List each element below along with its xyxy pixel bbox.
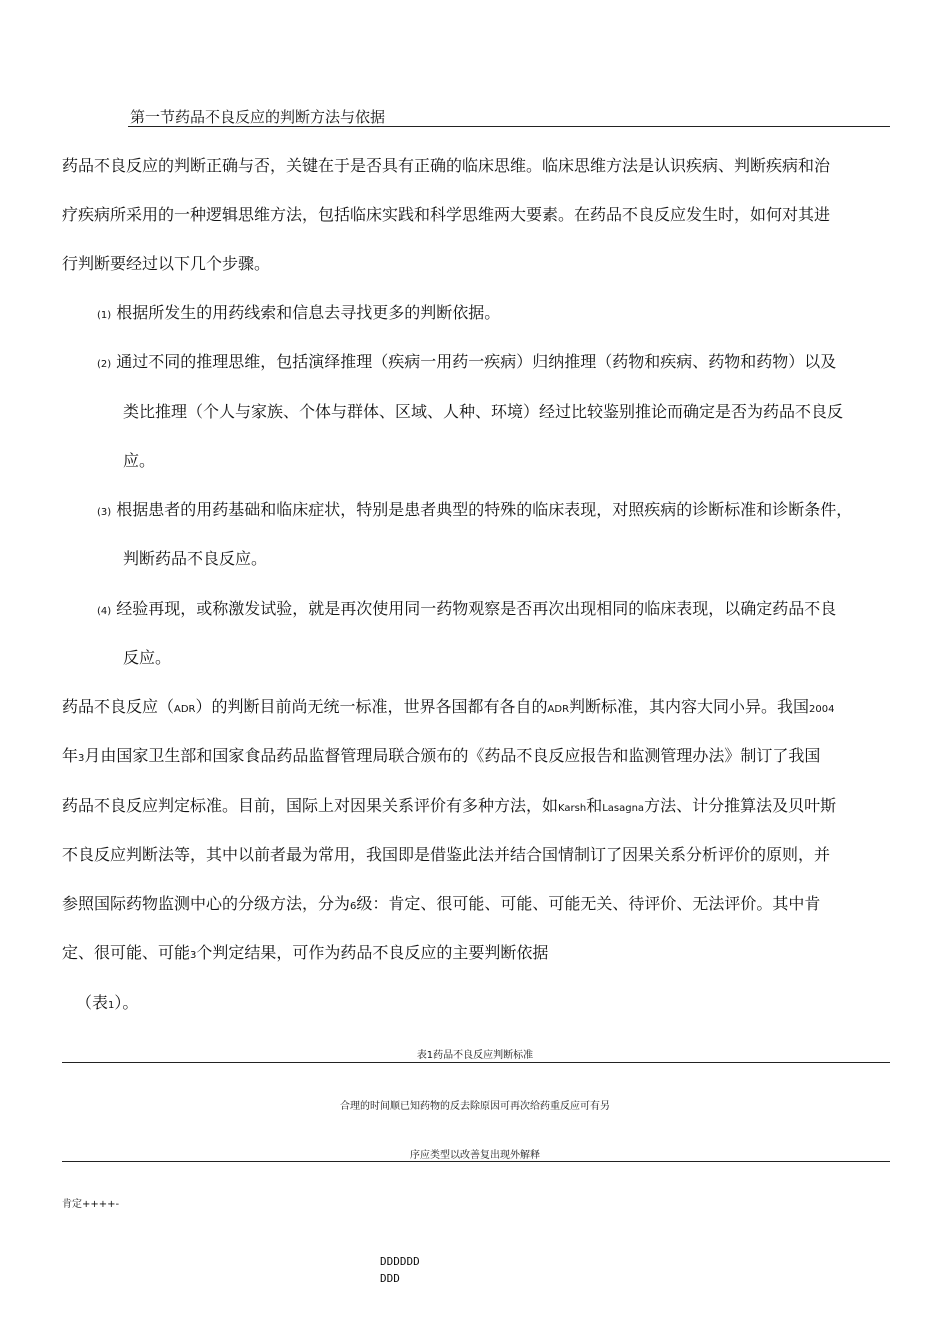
para2-l6-text-a: 定、很可能、可能: [62, 943, 191, 962]
para2-line-2: [62, 746, 820, 769]
step-2-number: (2): [97, 359, 112, 370]
step-3-number: (3): [97, 507, 112, 518]
step-2-text-line-3: 应。: [123, 451, 156, 470]
para2-l3-karsh: Karsh: [558, 803, 587, 814]
para2-l2-text-a: 年: [62, 746, 79, 765]
para2-l3-text-a: 药品不良反应判定标准。目前，国际上对因果关系评价有多种方法，如: [62, 796, 559, 815]
para2-l1-text-b: ）的判断目前尚无统一标准，世界各国都有各自的: [195, 697, 548, 716]
table-row-definite: 肯定++++-: [62, 1199, 120, 1210]
intro-line-3: 行判断要经过以下几个步骤。: [62, 254, 271, 273]
step-3-text-line-2: 判断药品不良反应。: [123, 549, 268, 568]
step-3: [97, 500, 852, 523]
section-heading: 第一节药品不良反应的判断方法与依据: [130, 108, 386, 126]
para2-l2-month: 3: [78, 753, 85, 764]
para2-line-7: [76, 993, 138, 1016]
para2-line-1: [62, 697, 835, 720]
step-2-text-line-1: 通过不同的推理思维，包括演绎推理（疾病一用药一疾病）归纳推理（药物和疾病、药物和药物）以及: [116, 352, 837, 371]
step-1-text: 根据所发生的用药线索和信息去寻找更多的判断依据。: [116, 303, 501, 322]
step-4: [97, 599, 836, 622]
heading-underline: [128, 126, 890, 127]
para2-l3-lasagna: Lasagna: [602, 803, 645, 814]
para2-l7-text-a: （表: [76, 993, 109, 1012]
step-4-number: (4): [97, 606, 112, 617]
step-1-number: (1): [97, 310, 112, 321]
para2-l5-level-count: 6: [350, 901, 357, 912]
para2-l2-text-b: 月由国家卫生部和国家食品药品监督管理局联合颁布的《药品不良反应报告和监测管理办法》制订了我国: [84, 746, 821, 765]
step-4-text-line-2: 反应。: [123, 648, 172, 667]
para2-l3-text-b: 方法、计分推算法及贝叶斯: [644, 796, 837, 815]
para2-l7-table-num: 1: [108, 1000, 115, 1011]
para2-l7-text-b: ）。: [114, 993, 139, 1012]
step-2: [97, 352, 836, 375]
table-header-rule: [62, 1161, 890, 1162]
para2-line-4: 不良反应判断法等，其中以前者最为常用，我国即是借鉴此法并结合国情制订了因果关系分析评价的原则，并: [62, 845, 831, 864]
para2-l1-year: 2004: [809, 704, 835, 715]
para2-l6-count: 3: [190, 950, 197, 961]
table-header-line-2: 序应类型以改善复出现外解释: [410, 1150, 540, 1161]
para2-l1-text-a: 药品不良反应（: [62, 697, 175, 716]
para2-line-3: [62, 796, 836, 819]
step-3-text-line-1: 根据患者的用药基础和临床症状，特别是患者典型的特殊的临床表现，对照疾病的诊断标准和诊断条件，: [116, 500, 853, 519]
para2-line-6: [62, 943, 548, 966]
para2-l1-text-c: 判断标准，其内容大同小异。我国: [569, 697, 810, 716]
step-1: [97, 303, 500, 326]
para2-l5-text-b: 级：肯定、很可能、可能、可能无关、待评价、无法评价。其中肯: [356, 894, 821, 913]
para2-l1-adr-1: ADR: [174, 704, 196, 715]
para2-line-5: [62, 894, 820, 917]
intro-line-1: 药品不良反应的判断正确与否，关键在于是否具有正确的临床思维。临床思维方法是认识疾病、判断疾病和治: [62, 156, 831, 175]
table-header-line-1: 合理的时间顺已知药物的反去除原因可再次给药重反应可有另: [340, 1101, 610, 1112]
para2-l3-and: 和: [586, 796, 603, 815]
step-4-text-line-1: 经验再现，或称激发试验，就是再次使用同一药物观察是否再次出现相同的临床表现，以确定药品不良: [116, 599, 837, 618]
para2-l1-adr-2: ADR: [547, 704, 570, 715]
step-2-text-line-2: 类比推理（个人与家族、个体与群体、区域、人种、环境）经过比较鉴别推论而确定是否为药品不良反: [123, 402, 844, 421]
table-top-rule: [62, 1062, 890, 1063]
table-caption: 表1药品不良反应判断标准: [416, 1050, 534, 1061]
para2-l5-text-a: 参照国际药物监测中心的分级方法，分为: [62, 894, 351, 913]
intro-line-2: 疗疾病所采用的一种逻辑思维方法，包括临床实践和科学思维两大要素。在药品不良反应发生时，如何对其进: [62, 205, 831, 224]
para2-l6-text-b: 个判定结果，可作为药品不良反应的主要判断依据: [196, 943, 549, 962]
encoding-artifact-1: DDDDDD: [380, 1255, 420, 1268]
encoding-artifact-2: DDD: [380, 1272, 400, 1285]
